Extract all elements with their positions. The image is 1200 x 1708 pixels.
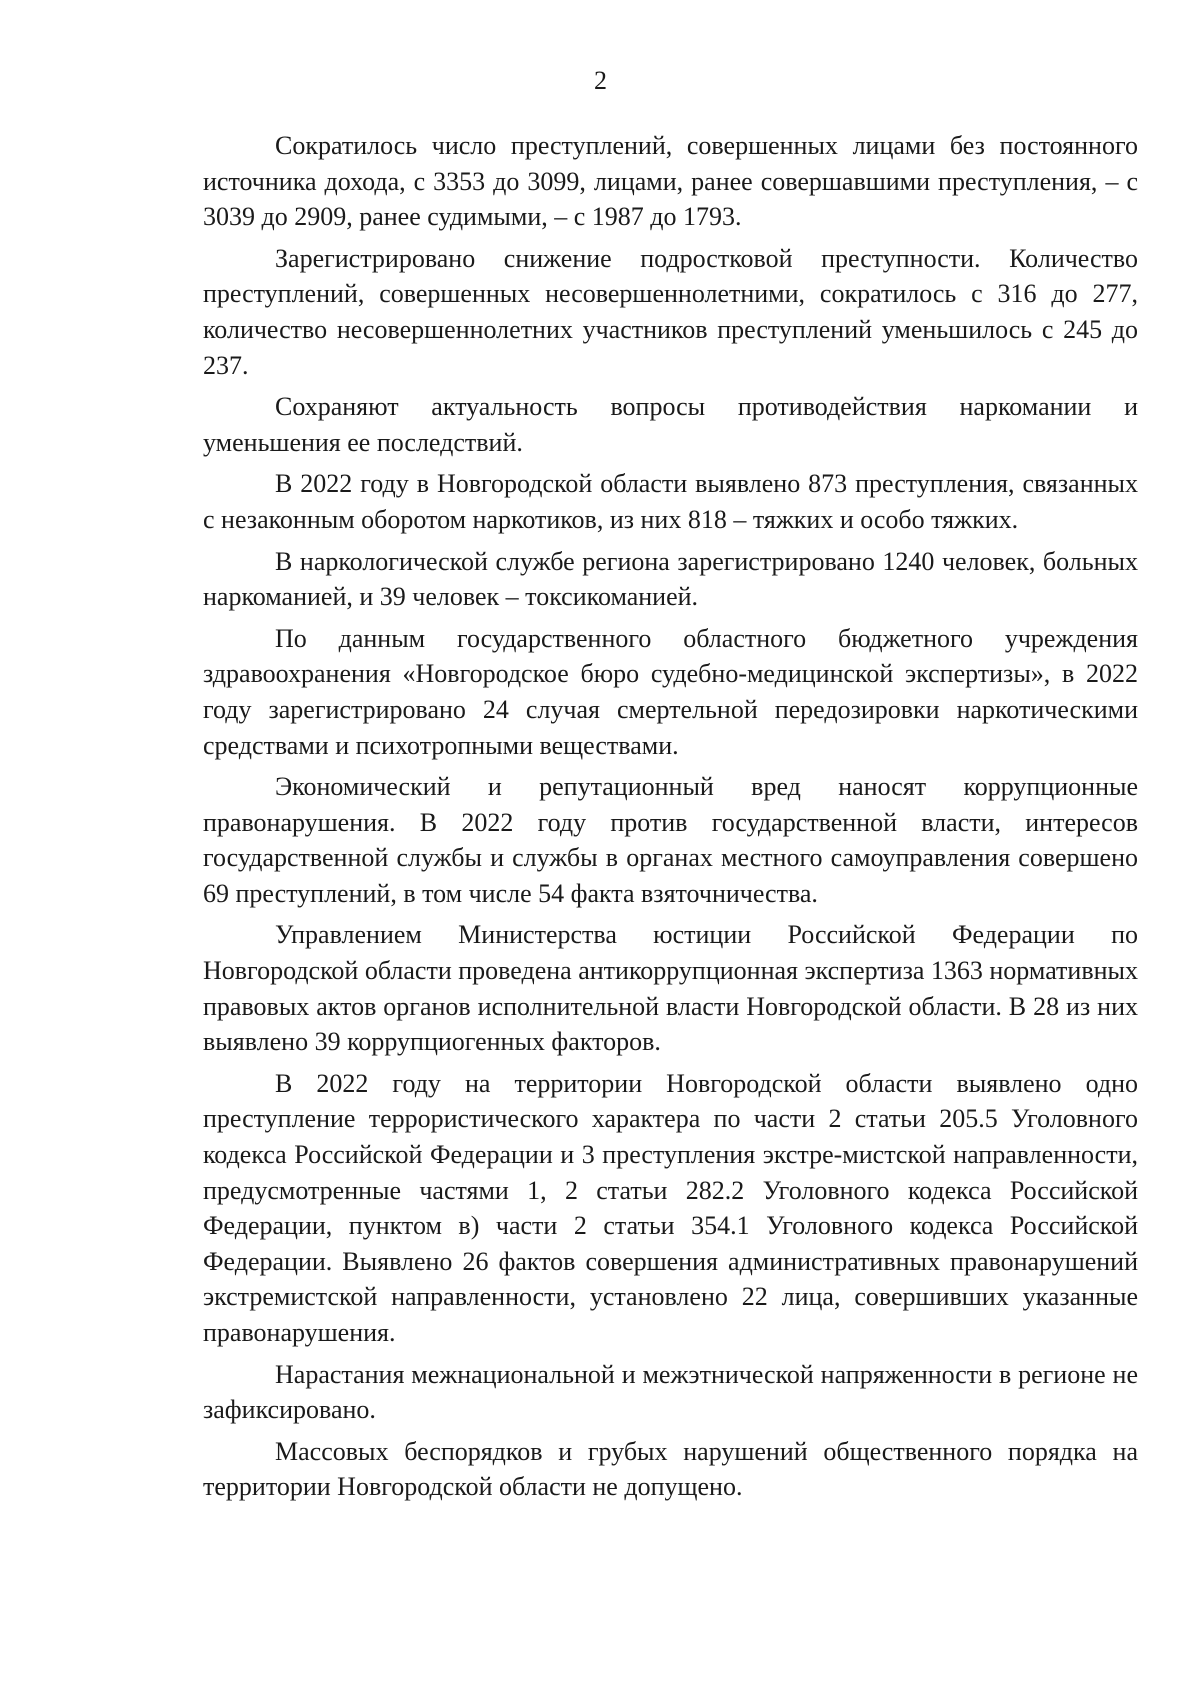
paragraph-overdose-cases: По данным государственного областного бюджетного учреждения здравоохранения «Новгородское бюро судебно-медицинской экспертизы», в 2022 году зарегистрировано 24 случая смертельной передозировки наркотическими средствами и психотропными веществами. [203, 623, 1138, 760]
document-body [203, 128, 1138, 1511]
paragraph-interethnic-tension: Нарастания межнациональной и межэтнической напряженности в регионе не зафиксировано. [203, 1359, 1138, 1425]
paragraph-drug-crimes: В 2022 году в Новгородской области выявлено 873 преступления, связанных с незаконным оборотом наркотиков, из них 818 – тяжких и особо тяжких. [203, 469, 1138, 534]
paragraph-offender-statistics: Сократилось число преступлений, совершенных лицами без постоянного источника дохода, с 3353 до 3099, лицами, ранее совершавшими преступления, – с 3039 до 2909, ранее судимыми, – с 1987 до 1793. [203, 131, 1138, 232]
page-number: 2 [594, 66, 607, 95]
paragraph-public-order: Массовых беспорядков и грубых нарушений общественного порядка на территории Новгородской области не допущено. [203, 1436, 1138, 1502]
paragraph-drug-prevention: Сохраняют актуальность вопросы противодействия наркомании и уменьшения ее последствий. [203, 392, 1138, 457]
paragraph-anticorruption-expertise: Управлением Министерства юстиции Российской Федерации по Новгородской области проведена антикоррупционная экспертиза 1363 нормативных правовых актов органов исполнительной власти Новгородской области. В 28 из них выявлено 39 коррупциогенных факторов. [203, 920, 1138, 1057]
paragraph-corruption-crimes: Экономический и репутационный вред наносят коррупционные правонарушения. В 2022 году против государственной власти, интересов государственной службы и службы в органах местного самоуправления совершено 69 преступлений, в том числе 54 факта взяточничества. [203, 772, 1138, 908]
paragraph-extremism: В 2022 году на территории Новгородской области выявлено одно преступление террористического характера по части 2 статьи 205.5 Уголовного кодекса Российской Федерации и 3 преступления экстре-мистской направленности, предусмотренные частями 1, 2 статьи 282.2 Уголовного кодекса Российской Федерации, пунктом в) части 2 статьи 354.1 Уголовного кодекса Российской Федерации. Выявлено 26 фактов совершения административных правонарушений экстремистской направленности, установлено 22 лица, совершивших указанные правонарушения. [203, 1068, 1138, 1347]
paragraph-juvenile-crime: Зарегистрировано снижение подростковой преступности. Количество преступлений, совершенных несовершеннолетними, сократилось с 316 до 277, количество несовершеннолетних участников преступлений уменьшилось с 245 до 237. [203, 243, 1138, 380]
paragraph-narcology-registry: В наркологической службе региона зарегистрировано 1240 человек, больных наркоманией, и 39 человек – токсикоманией. [203, 546, 1138, 612]
